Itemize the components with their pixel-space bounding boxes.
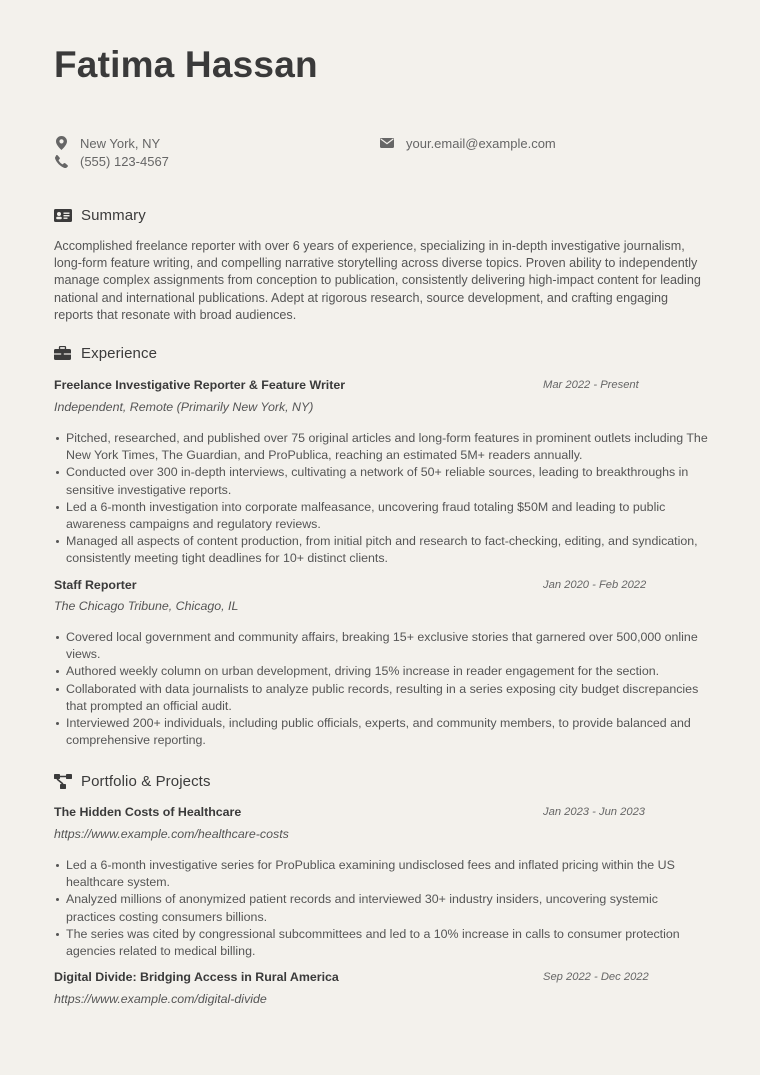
project-dates-2: Sep 2022 - Dec 2022 [543,971,649,983]
experience-heading [54,343,157,363]
project-bullets-1 [54,857,710,960]
candidate-name: Fatima Hassan [54,44,318,85]
email-link[interactable]: your.email@example.com [406,135,556,151]
project-url-1[interactable]: https://www.example.com/healthcare-costs [54,827,289,841]
location-text: New York, NY [80,135,161,151]
contact-phone [54,152,169,170]
project-title-2: Digital Divide: Bridging Access in Rural America [54,970,339,984]
list-item: Conducted over 300 in-depth interviews, cultivating a network of 50+ reliable sources, leading to breakthroughs in sensitive investigative reports. [54,464,710,498]
portfolio-heading [54,771,211,791]
project-title-1: The Hidden Costs of Healthcare [54,805,242,819]
list-item: Managed all aspects of content production, from initial pitch and research to fact-checking, editing, and syndication, consistently meeting tight deadlines for 10+ distinct clients. [54,533,710,567]
job-org-2: The Chicago Tribune, Chicago, IL [54,599,239,613]
job-dates-1: Mar 2022 - Present [543,379,639,391]
summary-text: Accomplished freelance reporter with over 6 years of experience, specializing in in-depth investigative journalism, long-form feature writing, and compelling narrative storytelling across diverse topics. Proven ability to independently manage complex assignments from conception to publication, consistently delivering high-impact content for leading national and international publications. Adept at rigorous research, source development, and crafting engaging reports that resonate with broad audiences. [54,239,701,322]
experience-title: Experience [81,344,158,362]
project-dates-1: Jan 2023 - Jun 2023 [543,806,646,818]
network-icon [54,773,72,789]
list-item: Led a 6-month investigation into corporate malfeasance, uncovering fraud totaling $50M and leading to public awareness campaigns and regulatory reviews. [54,499,710,533]
list-item: Led a 6-month investigative series for ProPublica examining undisclosed fees and inflated pricing within the US healthcare system. [54,857,710,891]
phone-icon [54,154,68,168]
summary-title: Summary [81,206,146,224]
id-card-icon [54,207,72,223]
job-org-1: Independent, Remote (Primarily New York, NY) [54,400,314,414]
portfolio-title: Portfolio & Projects [81,772,211,790]
list-item: Authored weekly column on urban development, driving 15% increase in reader engagement for the section. [54,663,710,680]
job-bullets-1 [54,430,710,568]
job-dates-2: Jan 2020 - Feb 2022 [543,579,647,591]
list-item: Interviewed 200+ individuals, including public officials, experts, and community members, to provide balanced and comprehensive reporting. [54,715,710,749]
list-item: Analyzed millions of anonymized patient records and interviewed 30+ industry insiders, uncovering systemic practices costing consumers billions. [54,891,710,925]
briefcase-icon [54,345,72,361]
job-bullets-2 [54,629,710,749]
contact-location [54,134,160,152]
contact-email [380,134,556,152]
phone-text: (555) 123-4567 [80,153,169,169]
map-pin-icon [54,136,68,150]
job-title-2: Staff Reporter [54,578,137,592]
job-title-1: Freelance Investigative Reporter & Feature Writer [54,378,346,392]
project-url-2[interactable]: https://www.example.com/digital-divide [54,992,267,1006]
envelope-icon [380,136,394,150]
list-item: Collaborated with data journalists to analyze public records, resulting in a series exposing city budget discrepancies that prompted an official audit. [54,681,710,715]
summary-heading [54,205,146,225]
list-item: Pitched, researched, and published over 75 original articles and long-form features in prominent outlets including The New York Times, The Guardian, and ProPublica, reaching an estimated 5M+ readers annually. [54,430,710,464]
list-item: The series was cited by congressional subcommittees and led to a 10% increase in calls to consumer protection agencies related to medical billing. [54,926,710,960]
list-item: Covered local government and community affairs, breaking 15+ exclusive stories that garnered over 500,000 online views. [54,629,710,663]
